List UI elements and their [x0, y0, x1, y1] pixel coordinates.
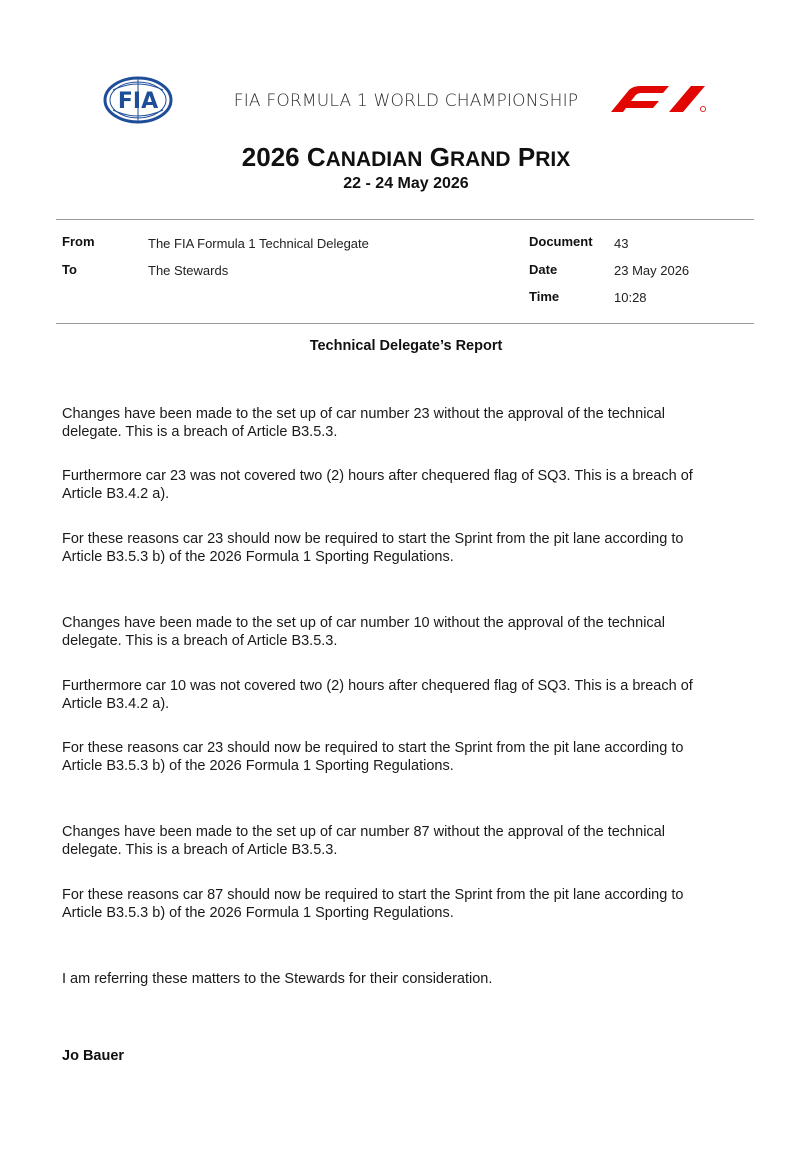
paragraph-line: Article B3.5.3 b) of the 2026 Formula 1 Sporting Regulations.: [62, 758, 454, 774]
paragraph-line: For these reasons car 87 should now be required to start the Sprint from the pit lane according to: [62, 887, 684, 903]
from-label: From: [62, 234, 95, 249]
paragraph-8: [62, 886, 752, 922]
paragraph-3: [62, 530, 752, 566]
document-label: Document: [529, 234, 593, 249]
paragraph-line: Article B3.5.3 b) of the 2026 Formula 1 Sporting Regulations.: [62, 549, 454, 565]
paragraph-2: [62, 467, 752, 503]
top-divider: [56, 219, 754, 220]
paragraph-line: Furthermore car 10 was not covered two (2) hours after chequered flag of SQ3. This is a breach of: [62, 678, 693, 694]
gp-word2-initial: G: [429, 142, 450, 172]
paragraph-4: [62, 614, 752, 650]
signature-name: Jo Bauer: [62, 1048, 125, 1064]
gp-word3-initial: P: [517, 142, 536, 172]
bottom-divider: [56, 323, 754, 324]
gp-word3-rest: RIX: [535, 148, 571, 171]
paragraph-line: Article B3.4.2 a).: [62, 696, 170, 712]
date-value: 23 May 2026: [614, 263, 690, 278]
paragraph-line: Changes have been made to the set up of car number 10 without the approval of the technical: [62, 615, 665, 631]
f1-logo: [607, 84, 707, 114]
time-value: 10:28: [614, 290, 647, 305]
paragraph-6: [62, 739, 752, 775]
fia-logo-text: FIA: [117, 89, 159, 114]
paragraph-line: delegate. This is a breach of Article B3.5.3.: [62, 842, 338, 858]
to-label: To: [62, 262, 77, 277]
grand-prix-dates: 22 - 24 May 2026: [343, 175, 469, 192]
date-label: Date: [529, 262, 558, 277]
paragraph-line: Changes have been made to the set up of car number 87 without the approval of the technical: [62, 824, 665, 840]
paragraph-line: Article B3.4.2 a).: [62, 486, 170, 502]
gp-year: 2026: [241, 142, 300, 172]
document-value: 43: [614, 236, 629, 251]
paragraph-line: delegate. This is a breach of Article B3.5.3.: [62, 633, 338, 649]
paragraph-5: [62, 677, 752, 713]
grand-prix-title: [0, 142, 812, 173]
paragraph-line: I am referring these matters to the Stewards for their consideration.: [62, 971, 493, 987]
paragraph-9: [62, 970, 752, 988]
report-title: Technical Delegate’s Report: [309, 338, 503, 354]
paragraph-line: delegate. This is a breach of Article B3.5.3.: [62, 424, 338, 440]
paragraph-line: Article B3.5.3 b) of the 2026 Formula 1 Sporting Regulations.: [62, 905, 454, 921]
paragraph-line: Changes have been made to the set up of car number 23 without the approval of the technical: [62, 406, 665, 422]
championship-title: FIA FORMULA 1 WORLD CHAMPIONSHIP: [233, 91, 579, 111]
paragraph-7: [62, 823, 752, 859]
paragraph-line: Furthermore car 23 was not covered two (2) hours after chequered flag of SQ3. This is a breach of: [62, 468, 693, 484]
paragraph-line: For these reasons car 23 should now be required to start the Sprint from the pit lane according to: [62, 531, 684, 547]
to-value: The Stewards: [148, 263, 229, 278]
gp-word1-rest: ANADIAN: [325, 148, 423, 171]
paragraph-1: [62, 405, 752, 441]
time-label: Time: [529, 289, 560, 304]
gp-word2-rest: RAND: [449, 148, 511, 171]
from-value: The FIA Formula 1 Technical Delegate: [148, 236, 369, 251]
paragraph-line: For these reasons car 23 should now be required to start the Sprint from the pit lane according to: [62, 740, 684, 756]
gp-word1-initial: C: [306, 142, 326, 172]
